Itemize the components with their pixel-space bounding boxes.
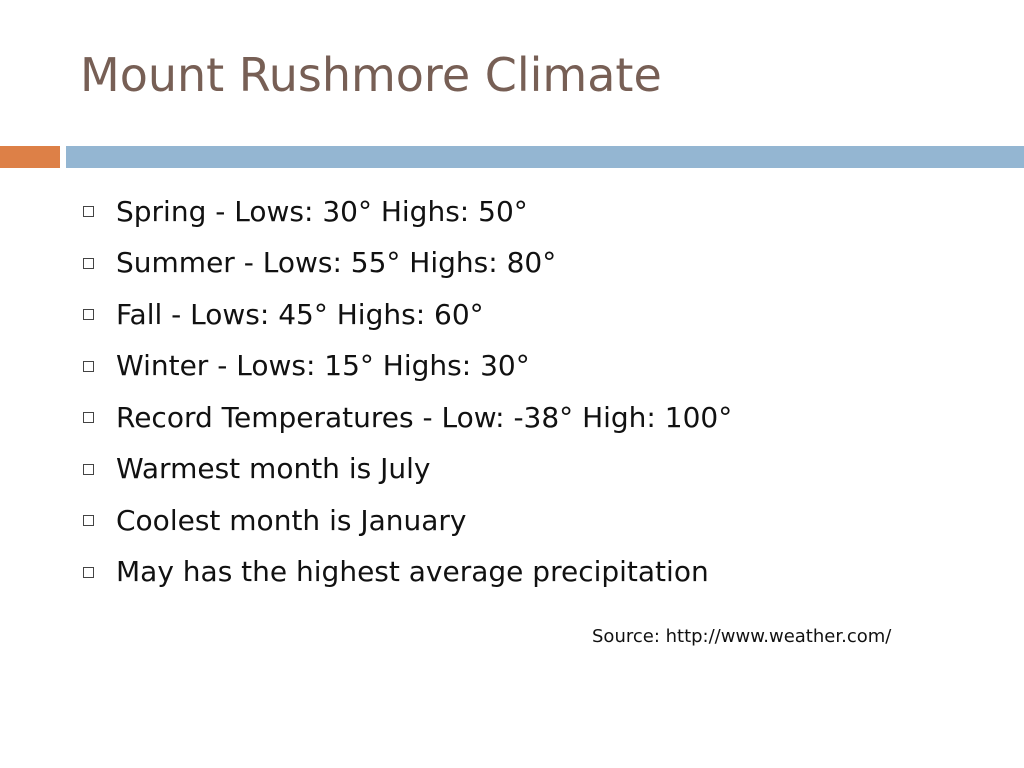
hollow-square-bullet-icon — [83, 258, 94, 269]
slide-title: Mount Rushmore Climate — [80, 48, 662, 102]
bullet-text: Spring - Lows: 30° Highs: 50° — [116, 194, 528, 228]
bullet-text: Winter - Lows: 15° Highs: 30° — [116, 349, 530, 383]
accent-bar-orange — [0, 146, 60, 168]
bullet-fall — [80, 289, 732, 341]
hollow-square-bullet-icon — [83, 309, 94, 320]
bullet-list — [80, 186, 732, 598]
hollow-square-bullet-icon — [83, 412, 94, 423]
bullet-spring — [80, 186, 732, 238]
bullet-text: Record Temperatures - Low: -38° High: 100° — [116, 400, 733, 434]
bullet-record-temperatures — [80, 392, 732, 444]
bullet-winter — [80, 341, 732, 393]
source-citation: Source: http://www.weather.com/ — [592, 626, 892, 647]
hollow-square-bullet-icon — [83, 515, 94, 526]
bullet-text: Coolest month is January — [116, 503, 467, 537]
bullet-text: Warmest month is July — [116, 452, 431, 486]
accent-bar-blue — [66, 146, 1024, 168]
bullet-summer — [80, 238, 732, 290]
bullet-warmest-month — [80, 444, 732, 496]
hollow-square-bullet-icon — [83, 464, 94, 475]
bullet-text: Summer - Lows: 55° Highs: 80° — [116, 246, 557, 280]
hollow-square-bullet-icon — [83, 567, 94, 578]
hollow-square-bullet-icon — [83, 206, 94, 217]
bullet-coolest-month — [80, 495, 732, 547]
bullet-text: May has the highest average precipitation — [116, 555, 709, 589]
hollow-square-bullet-icon — [83, 361, 94, 372]
bullet-text: Fall - Lows: 45° Highs: 60° — [116, 297, 484, 331]
bullet-precipitation — [80, 547, 732, 599]
